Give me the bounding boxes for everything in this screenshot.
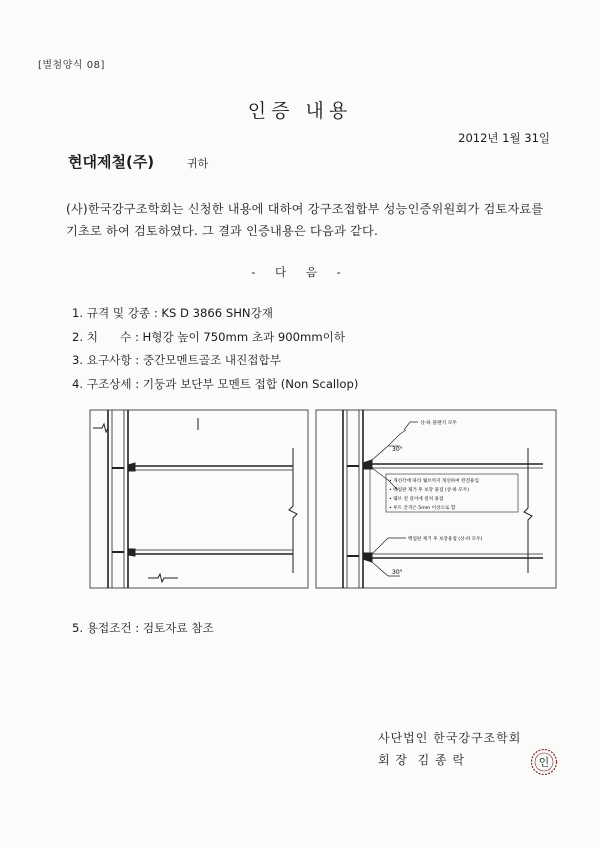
angle-label-top: 30° bbox=[392, 446, 403, 453]
callout-note-3: • 웨브 전 길이에 걸쳐 용접 bbox=[389, 497, 444, 502]
list-item: 2. 치 수 : H형강 높이 750mm 초과 900mm이하 bbox=[72, 329, 346, 344]
president-title: 회 장 bbox=[378, 753, 408, 767]
left-view-frame bbox=[90, 410, 308, 588]
issue-date: 2012년 1월 31일 bbox=[458, 131, 550, 145]
certification-items bbox=[72, 302, 358, 396]
list-item: 3. 요구사항 : 중간모멘트골조 내진접합부 bbox=[72, 353, 281, 367]
body-line-2: 기초로 하여 검토하였다. 그 결과 인증내용은 다음과 같다. bbox=[66, 224, 379, 238]
organization-name: 사단법인 한국강구조학회 bbox=[378, 731, 522, 745]
callout-note-4: • 루트 간격은 5mm 이상으로 함 bbox=[389, 506, 456, 511]
section-separator: - 다 음 - bbox=[251, 265, 349, 279]
callout-note-1: • 개선각에 따라 웨브까지 개선하여 완전용입 bbox=[389, 479, 479, 484]
callout-note-2: • 백업판 제거 후 보강 용접 (상·하 모두) bbox=[389, 488, 470, 493]
president-name: 김 종 락 bbox=[417, 753, 466, 767]
addressee-honorific: 귀하 bbox=[187, 157, 209, 170]
svg-text:인: 인 bbox=[538, 756, 550, 769]
body-paragraph bbox=[66, 198, 556, 242]
callout-top: 상·하 플랜지 모두 bbox=[420, 421, 458, 426]
connection-detail-drawing bbox=[88, 408, 558, 593]
president-line bbox=[378, 751, 465, 768]
form-number: [별첨양식 08] bbox=[38, 60, 105, 71]
callout-bottom: 백업판 제거 후 보강용접 (상·하 모두) bbox=[408, 537, 483, 542]
addressee-name: 현대제철(주) bbox=[68, 153, 155, 171]
angle-label-bottom: 30° bbox=[392, 569, 403, 576]
body-line-1: (사)한국강구조학회는 신청한 내용에 대하여 강구조접합부 성능인증위원회가 검토자료를 bbox=[66, 202, 544, 216]
list-item: 1. 규격 및 강종 : KS D 3866 SHN강재 bbox=[72, 306, 274, 320]
list-item: 4. 구조상세 : 기둥과 보단부 모멘트 접합 (Non Scallop) bbox=[72, 376, 359, 391]
list-item: 5. 용접조건 : 검토자료 참조 bbox=[72, 621, 214, 635]
document-title: 인증 내용 bbox=[247, 100, 353, 122]
official-seal-icon bbox=[530, 748, 558, 776]
